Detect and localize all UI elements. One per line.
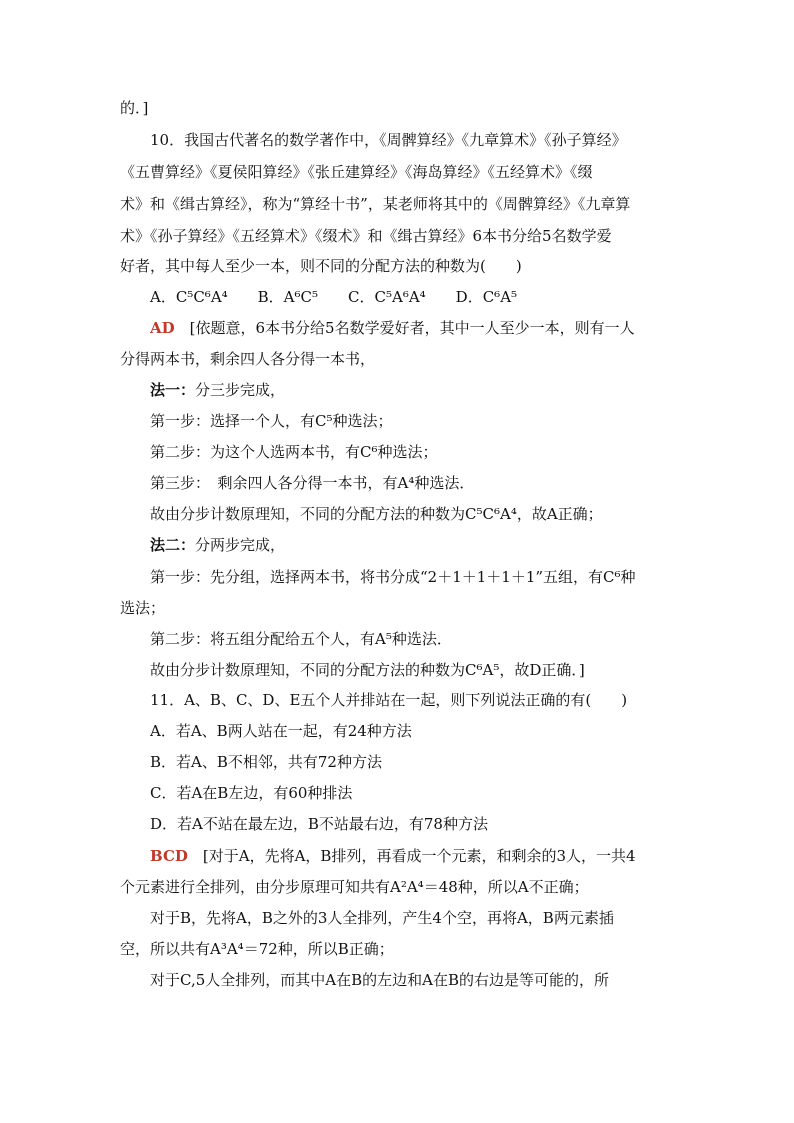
text-line: 好者，其中每人至少一本，则不同的分配方法的种数为( ): [120, 257, 522, 275]
text-line: 的．]: [120, 99, 149, 117]
answer-text: [依题意，6本书分给5名数学爱好者，其中一人至少一本，则有一人: [174, 319, 635, 337]
answer-line: [150, 317, 680, 339]
answer-line: [150, 845, 680, 867]
method-text: 分三步完成，: [195, 381, 286, 399]
method-label: 法二：: [150, 536, 196, 554]
text-line: 第二步：将五组分配给五个人，有A⁵种选法．: [150, 630, 452, 648]
text-line: 故由分步计数原理知，不同的分配方法的种数为C⁶A⁵，故D正确．]: [150, 661, 585, 679]
text-line: 第三步： 剩余四人各分得一本书，有A⁴种选法．: [150, 474, 475, 492]
method-label: 法一：: [150, 381, 196, 399]
question-10-line: 10．我国古代著名的数学著作中，《周髀算经》《九章算术》《孙子算经》: [150, 131, 627, 149]
text-line: 第二步：为这个人选两本书，有C⁶种选法；: [150, 443, 438, 461]
text-line: 空，所以共有A³A⁴＝72种，所以B正确；: [120, 940, 394, 958]
text-line: 第一步：先分组，选择两本书，将书分成“2＋1＋1＋1＋1”五组，有C⁶种: [150, 568, 636, 586]
method-line: [150, 379, 680, 401]
method-line: [150, 534, 680, 556]
option-a: A．若A、B两人站在一起，有24种方法: [150, 722, 412, 740]
text-line: 选法；: [120, 599, 166, 617]
text-line: 分得两本书，剩余四人各分得一本书，: [120, 350, 376, 368]
text-line: 术》《孙子算经》《五经算术》《缀术》和《缉古算经》6本书分给5名数学爱: [120, 227, 612, 245]
text-line: 对于B，先将A，B之外的3人全排列，产生4个空，再将A，B两元素插: [150, 909, 614, 927]
answer-label: BCD: [150, 847, 188, 865]
method-text: 分两步完成，: [195, 536, 286, 554]
question-11-line: 11．A、B、C、D、E五个人并排站在一起，则下列说法正确的有( ): [150, 691, 628, 709]
text-line: 故由分步计数原理知，不同的分配方法的种数为C⁵C⁶A⁴，故A正确；: [150, 505, 603, 523]
answer-text: [对于A，先将A，B排列，再看成一个元素，和剩余的3人，一共4: [187, 847, 636, 865]
option-c: C．若A在B左边，有60种排法: [150, 784, 353, 802]
option-d: D．若A不站在最左边，B不站最右边，有78种方法: [150, 815, 488, 833]
text-line: 《五曹算经》《夏侯阳算经》《张丘建算经》《海岛算经》《五经算术》《缀: [120, 163, 593, 181]
text-line: 对于C,5人全排列，而其中A在B的左边和A在B的右边是等可能的，所: [150, 971, 609, 989]
options-line: A．C⁵C⁶A⁴ B．A⁶C⁵ C．C⁵A⁶A⁴ D．C⁶A⁵: [150, 288, 518, 306]
option-b: B．若A、B不相邻，共有72种方法: [150, 753, 382, 771]
text-line: 术》和《缉古算经》，称为“算经十书”，某老师将其中的《周髀算经》《九章算: [120, 195, 631, 213]
text-line: 第一步：选择一个人，有C⁵种选法；: [150, 412, 393, 430]
text-line: 个元素进行全排列，由分步原理可知共有A²A⁴＝48种，所以A不正确；: [120, 878, 589, 896]
answer-label: AD: [150, 319, 175, 337]
